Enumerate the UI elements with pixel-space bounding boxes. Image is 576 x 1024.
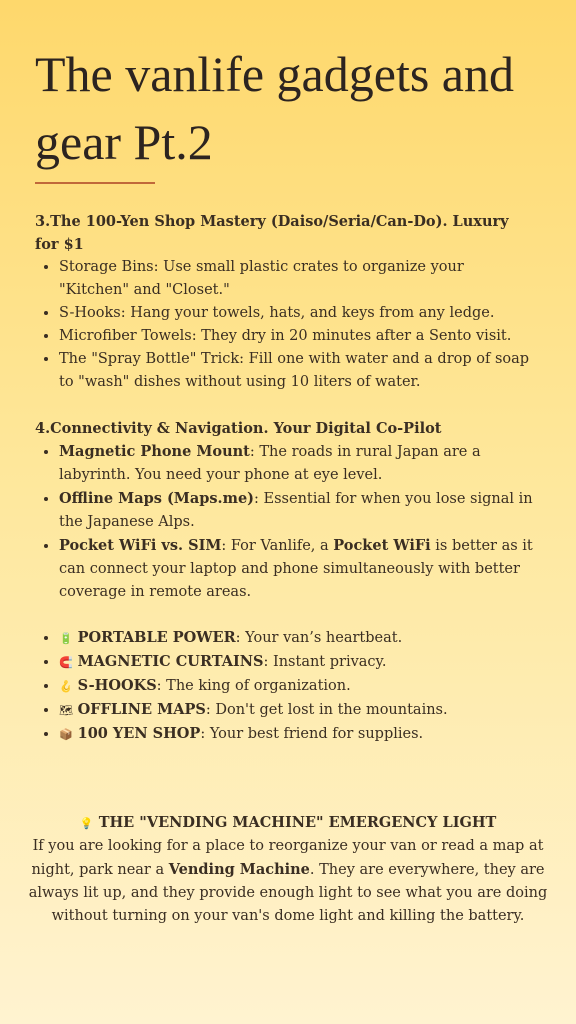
callout-bold: Vending Machine xyxy=(168,861,310,878)
content xyxy=(35,210,535,746)
section-3-list xyxy=(35,256,535,394)
list-item: • Microfiber Towels: They dry in 20 minutes after a Sento visit. xyxy=(59,325,535,348)
item-text: : Don't get lost in the mountains. xyxy=(205,702,448,718)
summary-list xyxy=(35,626,535,746)
item-text: : Essential for when you lose signal in the Japanese Alps. xyxy=(59,491,533,530)
item-label: S-HOOKS xyxy=(77,677,157,694)
item-label: 100 YEN SHOP xyxy=(77,725,201,742)
list-item xyxy=(59,487,535,534)
list-item xyxy=(59,674,535,698)
item-text: : The king of organization. xyxy=(156,678,351,694)
callout-text: If you are looking for a place to reorganize your van or read a map at night, park near a xyxy=(31,838,544,878)
list-item xyxy=(59,650,535,674)
page-title: The vanlife gadgets and gear Pt.2 xyxy=(35,46,514,170)
item-text: : Your van’s heartbeat. xyxy=(235,630,403,646)
section-4-heading: 4.Connectivity & Navigation. Your Digital Co-Pilot xyxy=(35,420,442,437)
item-text: : Instant privacy. xyxy=(263,654,387,670)
box-icon: 📦 xyxy=(59,728,73,741)
item-label: PORTABLE POWER xyxy=(77,629,236,646)
callout-text: . They are everywhere, they are always lit up, and they provide enough light to see what you are doing without turning on your van's dome light and killing the battery. xyxy=(28,862,548,924)
magnet-icon: 🧲 xyxy=(59,656,73,669)
item-text: : The roads in rural Japan are a labyrinth. You need your phone at eye level. xyxy=(59,444,481,483)
callout-heading xyxy=(16,811,560,835)
list-item: • The "Spray Bottle" Trick: Fill one with water and a drop of soap to "wash" dishes without using 10 liters of water. xyxy=(59,348,535,394)
list-item: • Storage Bins: Use small plastic crates to organize your "Kitchen" and "Closet." xyxy=(59,256,535,302)
title-underline xyxy=(35,182,155,184)
list-item: • S-Hooks: Hang your towels, hats, and keys from any ledge. xyxy=(59,302,535,325)
item-label: Pocket WiFi vs. SIM xyxy=(59,537,222,554)
item-text: : For Vanlife, a xyxy=(221,538,334,554)
lightbulb-icon: 💡 xyxy=(79,817,94,830)
vending-machine-callout xyxy=(16,811,560,928)
list-item xyxy=(59,626,535,650)
callout-heading-text: THE "VENDING MACHINE" EMERGENCY LIGHT xyxy=(98,814,497,831)
list-item xyxy=(59,698,535,722)
list-item xyxy=(59,534,535,604)
item-label: OFFLINE MAPS xyxy=(77,701,206,718)
item-label: MAGNETIC CURTAINS xyxy=(77,653,264,670)
list-item xyxy=(59,722,535,746)
item-label: Offline Maps (Maps.me) xyxy=(59,490,255,507)
item-label: Pocket WiFi xyxy=(333,537,431,554)
map-icon: 🗺 xyxy=(59,704,73,717)
list-item xyxy=(59,440,535,487)
hook-icon: 🪝 xyxy=(59,680,73,693)
item-label: Magnetic Phone Mount xyxy=(59,443,250,460)
battery-icon: 🔋 xyxy=(59,632,73,645)
callout-body xyxy=(16,835,560,928)
item-text: : Your best friend for supplies. xyxy=(200,726,424,742)
section-4-list xyxy=(35,440,535,604)
section-3-heading: 3.The 100-Yen Shop Mastery (Daiso/Seria/Can-Do). Luxury for $1 xyxy=(35,213,509,253)
item-text: is better as it can connect your laptop and phone simultaneously with better coverage in remote areas. xyxy=(59,538,533,600)
